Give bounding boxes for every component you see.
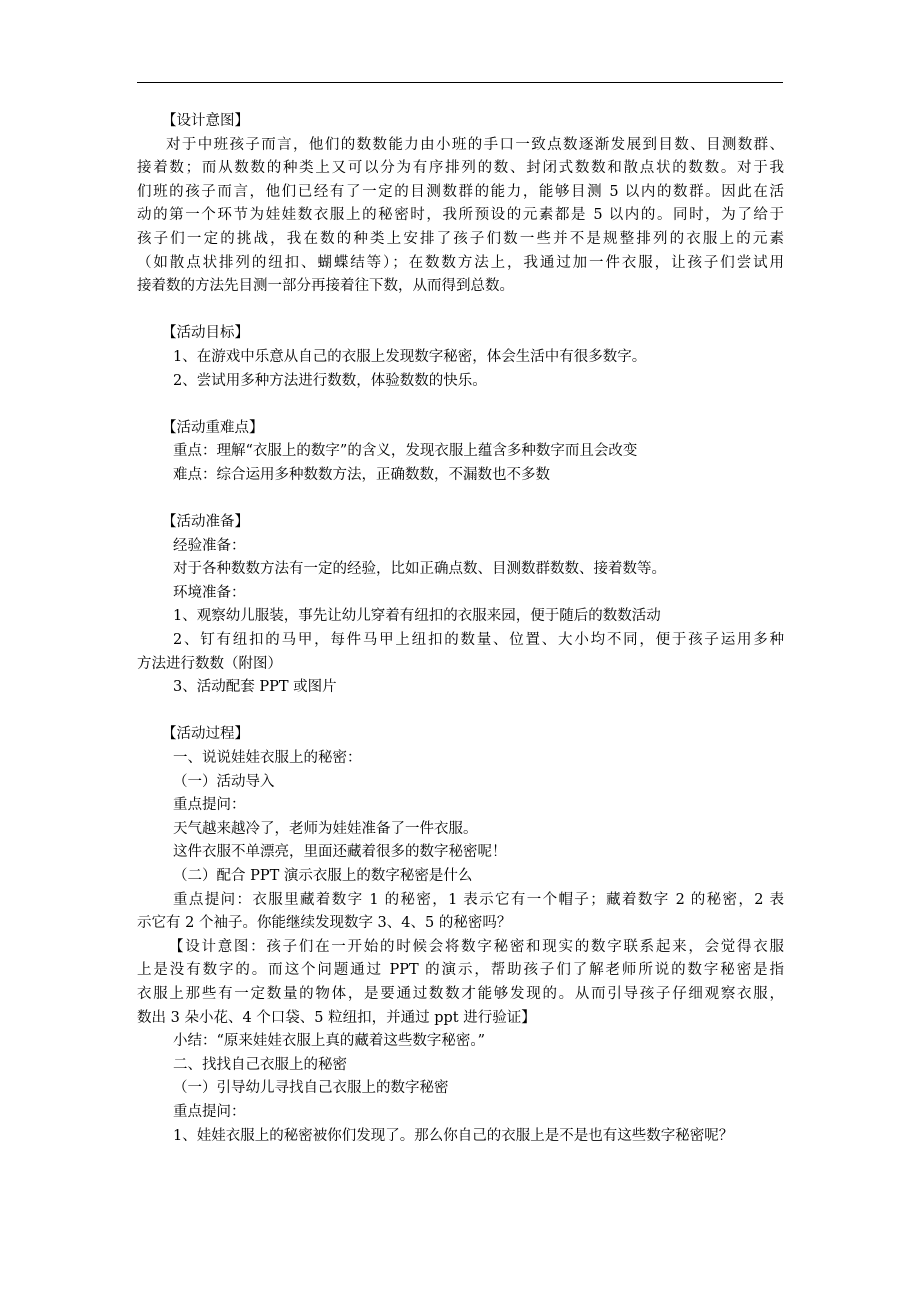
experience-label: 经验准备： — [173, 537, 246, 554]
paragraph-line: 孩子们一定的挑战，我在数的种类上安排了孩子们数一些并不是规整排列的衣服上的元素 — [137, 230, 784, 247]
question-line: 1、娃娃衣服上的秘密被你们发现了。那么你自己的衣服上是不是也有这些数字秘密呢？ — [173, 1127, 734, 1144]
goals-heading: 【活动目标】 — [162, 325, 249, 342]
environment-item: 2、钉有纽扣的马甲，每件马甲上纽扣的数量、位置、大小均不同，便于孩子运用多种 — [173, 632, 784, 649]
design-note-line: 衣服上那些有一定数量的物体，是要通过数数才能够发现的。从而引导孩子仔细观察衣服， — [137, 985, 784, 1002]
summary-line: 小结：“原来娃娃衣服上真的藏着这些数字秘密。” — [173, 1033, 486, 1050]
question-line: 天气越来越冷了，老师为娃娃准备了一件衣服。 — [173, 820, 478, 837]
paragraph-line: （如散点状排列的纽扣、蝴蝶结等）；在数数方法上，我通过加一件衣服，让孩子们尝试用 — [137, 254, 784, 271]
key-point-item: 难点：综合运用多种数数方法，正确数数，不漏数也不多数 — [173, 466, 550, 483]
environment-item: 3、活动配套 PPT 或图片 — [173, 679, 337, 696]
environment-item-continued: 方法进行数数（附图） — [137, 655, 282, 672]
key-points-section — [137, 417, 784, 488]
paragraph-line: 接着数的方法先目测一部分再接着往下数，从而得到总数。 — [137, 278, 514, 295]
part2-sub1: （一）引导幼儿寻找自己衣服上的数字秘密 — [173, 1080, 449, 1097]
document-page — [137, 110, 784, 1148]
process-heading: 【活动过程】 — [162, 726, 249, 743]
question-line: 重点提问：衣服里藏着数字 1 的秘密，1 表示它有一个帽子；藏着数字 2 的秘密，2 表 — [173, 891, 784, 908]
paragraph-line: 对于中班孩子而言，他们的数数能力由小班的手口一致点数逐渐发展到目数、目测数群、 — [166, 136, 784, 153]
part1-sub1: （一）活动导入 — [173, 773, 275, 790]
preparation-heading: 【活动准备】 — [162, 514, 249, 531]
environment-item: 1、观察幼儿服装，事先让幼儿穿着有纽扣的衣服来园，便于随后的数数活动 — [173, 608, 661, 625]
paragraph-line: 接着数；而从数数的种类上又可以分为有序排列的数、封闭式数数和散点状的数数。对于我 — [137, 160, 784, 177]
key-points-heading: 【活动重难点】 — [162, 419, 264, 436]
goal-item: 1、在游戏中乐意从自己的衣服上发现数字秘密，体会生活中有很多数字。 — [173, 348, 647, 365]
goals-section — [137, 322, 784, 393]
paragraph-line: 们班的孩子而言，他们已经有了一定的目测数群的能力，能够目测 5 以内的数群。因此在活 — [137, 183, 784, 200]
part2-title: 二、找找自己衣服上的秘密 — [173, 1056, 347, 1073]
preparation-section — [137, 511, 784, 700]
goal-item: 2、尝试用多种方法进行数数，体验数数的快乐。 — [173, 372, 487, 389]
question-line: 示它有 2 个袖子。你能继续发现数字 3、4、5 的秘密吗？ — [137, 915, 512, 932]
question-line: 这件衣服不单漂亮，里面还藏着很多的数字秘密呢！ — [173, 844, 507, 861]
question-label: 重点提问： — [173, 797, 246, 814]
design-intent-section — [137, 110, 784, 299]
question-label: 重点提问： — [173, 1103, 246, 1120]
design-note-line: 数出 3 朵小花、4 个口袋、5 粒纽扣，并通过 ppt 进行验证】 — [137, 1009, 536, 1026]
key-point-item: 重点：理解“衣服上的数字”的含义，发现衣服上蕴含多种数字而且会改变 — [173, 443, 638, 460]
part1-sub2: （二）配合 PPT 演示衣服上的数字秘密是什么 — [173, 868, 473, 884]
experience-text: 对于各种数数方法有一定的经验，比如正确点数、目测数群数数、接着数等。 — [173, 561, 666, 578]
paragraph-line: 动的第一个环节为娃娃数衣服上的秘密时，我所预设的元素都是 5 以内的。同时，为了给于 — [137, 207, 784, 224]
design-note-line: 【设计意图：孩子们在一开始的时候会将数字秘密和现实的数字联系起来，会觉得衣服 — [169, 938, 784, 955]
design-note-line: 上是没有数字的。而这个问题通过 PPT 的演示，帮助孩子们了解老师所说的数字秘密是指 — [137, 962, 784, 979]
part1-title: 一、说说娃娃衣服上的秘密： — [173, 750, 362, 767]
environment-label: 环境准备： — [173, 584, 246, 601]
header-rule — [137, 82, 783, 83]
process-section — [137, 723, 784, 1148]
design-intent-heading: 【设计意图】 — [162, 113, 249, 129]
